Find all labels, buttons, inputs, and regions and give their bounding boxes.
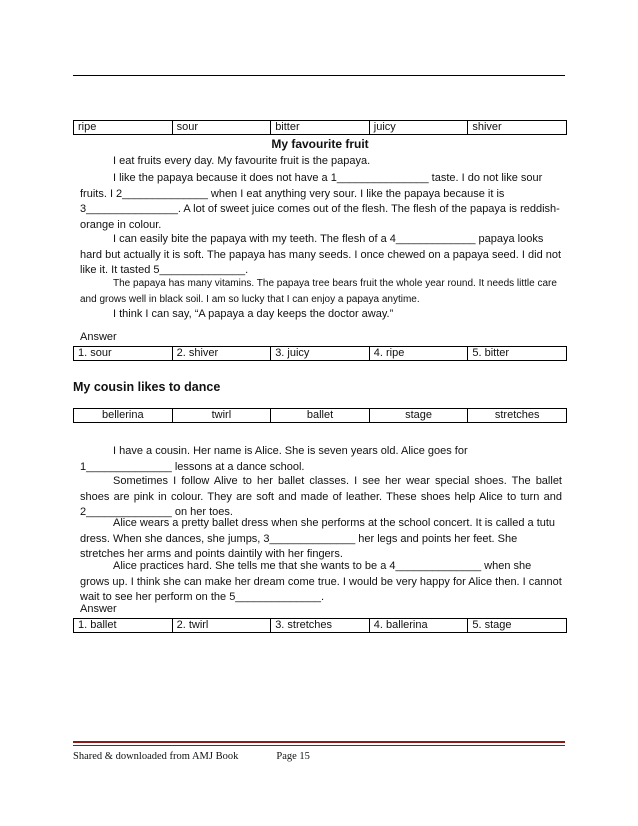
footer-source: Shared & downloaded from AMJ Book	[73, 751, 239, 762]
footer-rule-thin	[73, 745, 565, 746]
answer-cell: 1. sour	[74, 347, 173, 361]
word-bank-cell: bitter	[271, 121, 370, 135]
word-bank-cell: juicy	[369, 121, 468, 135]
word-bank-cell: sour	[172, 121, 271, 135]
story-title-2: My cousin likes to dance	[73, 380, 221, 394]
footer	[73, 751, 310, 762]
footer-rule	[73, 741, 565, 743]
paragraph-text: I like the papaya because it does not have a 1_______________ taste. I do not like sour fruits. I 2______________ when I eat anything very sour. I like the papaya because it is 3_______________. A lot of sweet juice comes out of the flesh. The flesh of the papaya is reddish-orange in colour.	[80, 172, 560, 231]
paragraph-text: I think I can say, “A papaya a day keeps the doctor away.”	[113, 308, 394, 320]
paragraph	[80, 232, 562, 279]
answer-label: Answer	[80, 603, 117, 615]
paragraph	[80, 474, 562, 521]
paragraph	[80, 171, 562, 233]
word-bank-cell: shiver	[468, 121, 567, 135]
paragraph-text: Sometimes I follow Alive to her ballet classes. I see her wear special shoes. The ballet shoes are pink in colour. They are soft and made of leather. These shoes help Alice to turn and 2______________ on her toes.	[80, 475, 562, 519]
paragraph	[80, 276, 562, 307]
answer-cell: 2. twirl	[172, 619, 271, 633]
answer-cell: 2. shiver	[172, 347, 271, 361]
answer-table-2	[73, 618, 567, 633]
paragraph-text: I have a cousin. Her name is Alice. She is seven years old. Alice goes for 1______________ lessons at a dance school.	[80, 445, 468, 473]
header-rule	[73, 75, 565, 76]
answer-cell: 3. juicy	[271, 347, 370, 361]
page-number: Page 15	[276, 751, 310, 762]
paragraph	[80, 559, 562, 606]
answer-cell: 5. bitter	[468, 347, 567, 361]
word-bank-cell: stretches	[468, 409, 567, 423]
paragraph-text: I eat fruits every day. My favourite fruit is the papaya.	[113, 155, 371, 167]
word-bank-cell: bellerina	[74, 409, 173, 423]
answer-cell: 3. stretches	[271, 619, 370, 633]
word-bank-table-2	[73, 408, 567, 423]
story-title-1: My favourite fruit	[271, 137, 369, 151]
word-bank-cell: stage	[369, 409, 468, 423]
answer-table-1	[73, 346, 567, 361]
paragraph	[80, 516, 562, 563]
paragraph-text: I can easily bite the papaya with my teeth. The flesh of a 4_____________ papaya looks hard but actually it is soft. The papaya has many seeds. I once chewed on a papaya seed. I did not like it. It tasted 5______________.	[80, 233, 562, 277]
answer-cell: 1. ballet	[74, 619, 173, 633]
paragraph	[80, 307, 562, 323]
word-bank-cell: ballet	[271, 409, 370, 423]
word-bank-cell: ripe	[74, 121, 173, 135]
word-bank-table-1	[73, 120, 567, 135]
paragraph-text: Alice practices hard. She tells me that she wants to be a 4______________ when she grows up. I think she can make her dream come true. I would be very happy for Alice then. I cannot wait to see her perform on the 5______________.	[80, 560, 562, 604]
answer-cell: 4. ballerina	[369, 619, 468, 633]
answer-label: Answer	[80, 331, 117, 343]
answer-cell: 4. ripe	[369, 347, 468, 361]
paragraph	[80, 154, 562, 170]
word-bank-cell: twirl	[172, 409, 271, 423]
answer-cell: 5. stage	[468, 619, 567, 633]
paragraph-text: Alice wears a pretty ballet dress when she performs at the school concert. It is called a tutu dress. When she dances, she jumps, 3______________ her legs and points her feet. She stretches her arms and points daintily with her fingers.	[80, 517, 556, 561]
paragraph-text: The papaya has many vitamins. The papaya tree bears fruit the whole year round. It needs little care and grows well in black soil. I am so lucky that I can enjoy a papaya anytime.	[80, 278, 557, 305]
paragraph	[80, 444, 562, 475]
